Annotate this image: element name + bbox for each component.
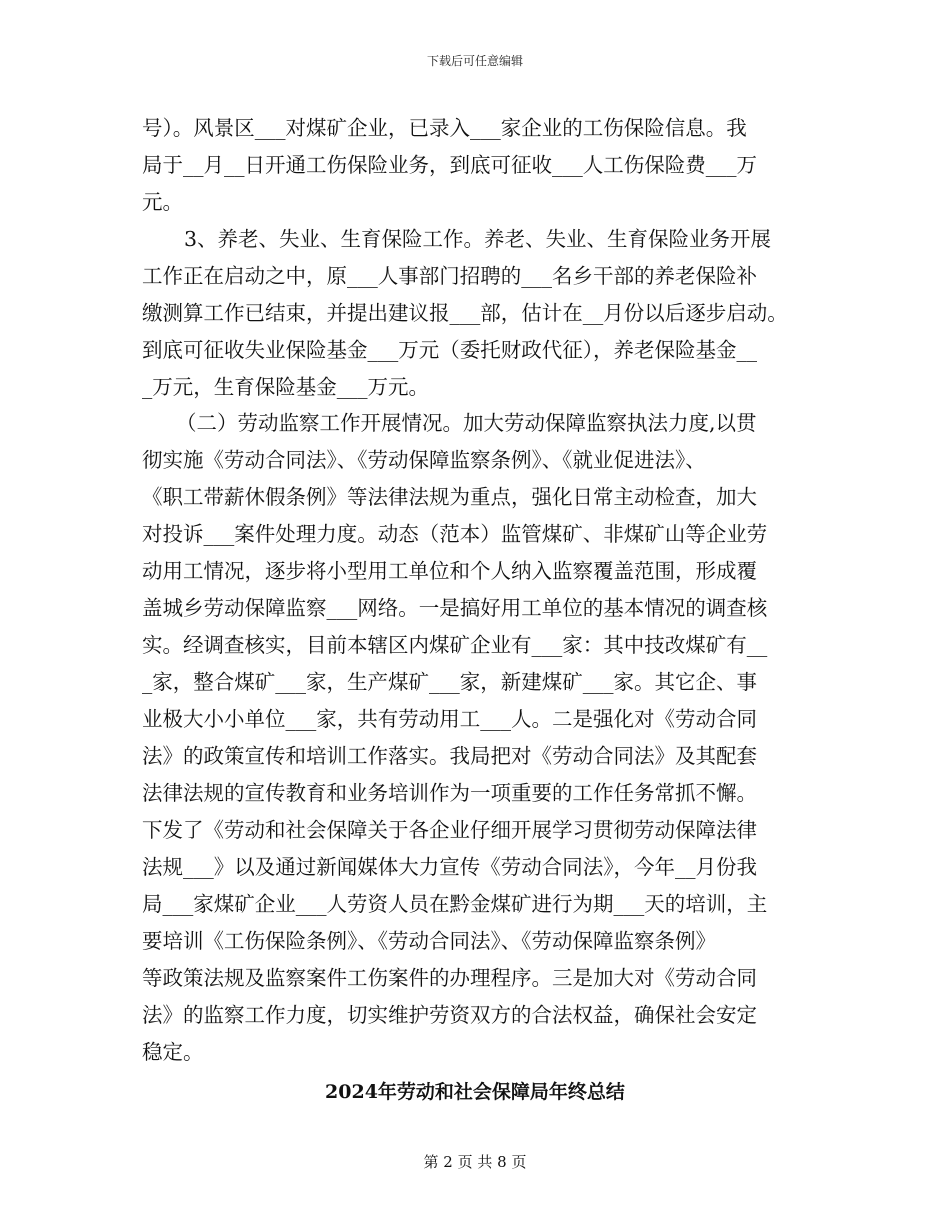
body-line: 业极大小小单位___家，共有劳动用工___人。二是强化对《劳动合同 (142, 707, 757, 731)
body-line: 元。 (142, 190, 183, 214)
body-line: _万元，生育保险基金___万元。 (142, 375, 429, 399)
body-line: 法》的政策宣传和培训工作落实。我局把对《劳动合同法》及其配套 (142, 744, 757, 768)
body-line: 稳定。 (142, 1040, 204, 1064)
body-line: 法律法规的宣传教育和业务培训作为一项重要的工作任务常抓不懈。 (142, 781, 757, 805)
body-line: 局于__月__日开通工伤保险业务，到底可征收___人工伤保险费___万 (142, 153, 757, 177)
body-line: 3、养老、失业、生育保险工作。养老、失业、生育保险业务开展 (184, 227, 772, 251)
body-line: 法规___》以及通过新闻媒体大力宣传《劳动合同法》，今年__月份我 (142, 855, 757, 879)
body-line: _家，整合煤矿___家，生产煤矿___家，新建煤矿___家。其它企、事 (142, 670, 757, 694)
body-line: 法》的监察工作力度，切实维护劳资双方的合法权益，确保社会安定 (142, 1003, 757, 1027)
body-line: 工作正在启动之中，原___人事部门招聘的___名乡干部的养老保险补 (142, 264, 757, 288)
body-line: 盖城乡劳动保障监察___网络。一是搞好用工单位的基本情况的调查核 (142, 596, 768, 620)
page-header-note: 下载后可任意编辑 (426, 54, 523, 68)
page-number: 第 2 页 共 8 页 (423, 1153, 527, 1171)
body-line: 对投诉___案件处理力度。动态（范本）监管煤矿、非煤矿山等企业劳 (142, 522, 768, 546)
document-title: 2024年劳动和社会保障局年终总结 (325, 1081, 625, 1103)
body-line: 等政策法规及监察案件工伤案件的办理程序。三是加大对《劳动合同 (142, 966, 757, 990)
body-line: 动用工情况，逐步将小型用工单位和个人纳入监察覆盖范围，形成覆 (142, 559, 757, 583)
body-line: 彻实施《劳动合同法》、《劳动保障监察条例》、《就业促进法》、 (142, 448, 706, 472)
body-line: 《职工带薪休假条例》等法律法规为重点，强化日常主动检查，加大 (142, 485, 757, 509)
body-line: 缴测算工作已结束，并提出建议报___部，估计在__月份以后逐步启动。 (142, 301, 788, 325)
body-line: 下发了《劳动和社会保障关于各企业仔细开展学习贯彻劳动保障法律 (142, 818, 757, 842)
body-line: 局___家煤矿企业___人劳资人员在黔金煤矿进行为期___天的培训，主 (142, 892, 768, 916)
body-line: 到底可征收失业保险基金___万元（委托财政代征），养老保险基金__ (142, 338, 757, 362)
body-line: 号）。风景区___对煤矿企业，已录入___家企业的工伤保险信息。我 (142, 116, 747, 140)
body-line: （二）劳动监察工作开展情况。加大劳动保障监察执法力度,以贯 (176, 411, 757, 435)
body-line: 要培训《工伤保险条例》、《劳动合同法》、《劳动保障监察条例》 (142, 929, 716, 953)
body-line: 实。经调查核实，目前本辖区内煤矿企业有___家：其中技改煤矿有__ (142, 633, 768, 657)
